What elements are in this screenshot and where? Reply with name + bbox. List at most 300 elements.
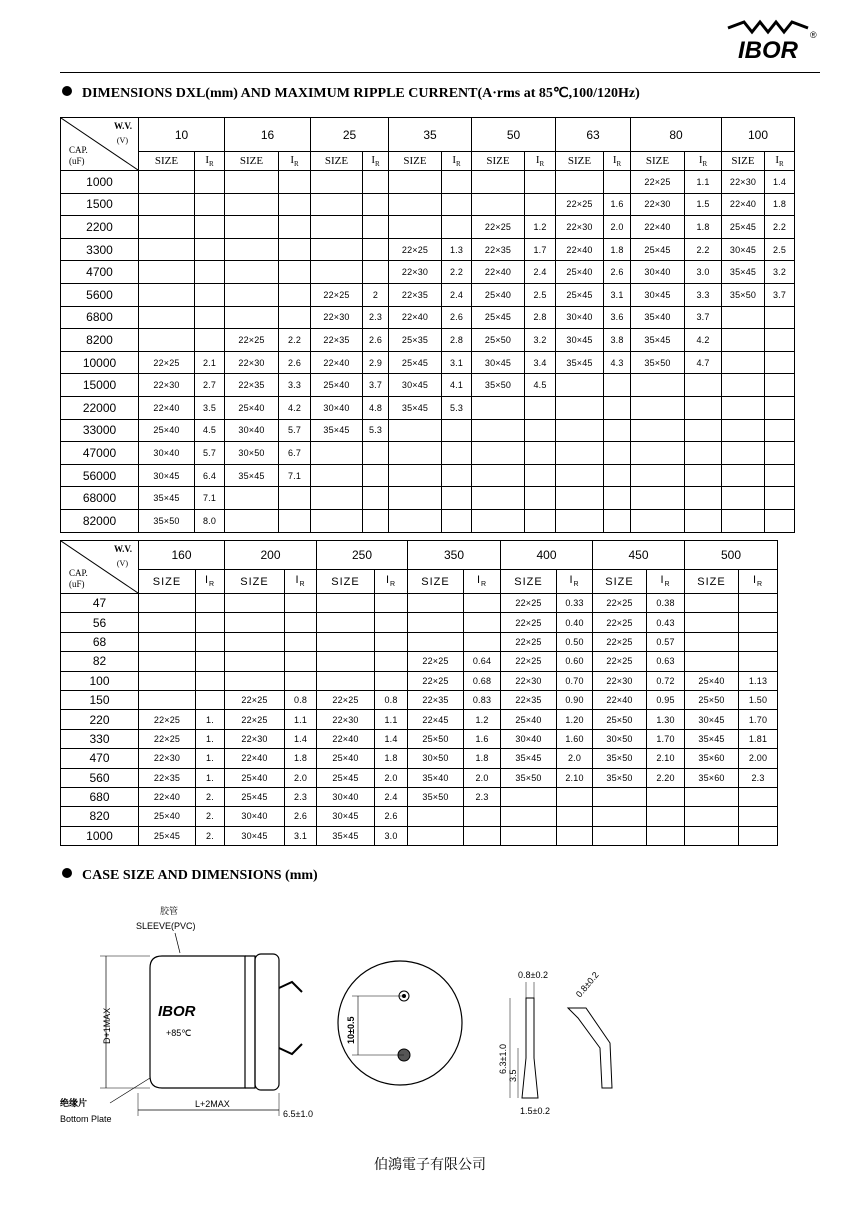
ripple-current-cell: 7.1 [279,464,311,487]
ripple-current-cell: 2.2 [442,261,472,284]
ripple-current-cell: 1.8 [285,749,317,768]
voltage-header: 350 [408,541,501,570]
size-cell: 22×30 [722,171,765,194]
size-cell [722,487,765,510]
size-cell [501,826,557,845]
size-cell [225,671,285,690]
size-cell: 35×60 [685,768,739,787]
ripple-current-cell: 2. [196,826,225,845]
capacitance-cell: 100 [61,671,139,690]
size-cell: 30×45 [631,283,685,306]
ripple-current-cell: 0.57 [647,632,685,651]
ripple-current-cell: 0.43 [647,613,685,632]
size-cell [472,464,525,487]
ripple-current-cell [739,594,778,613]
dim-lead: 6.5±1.0 [283,1109,313,1119]
size-header: SIZE [472,152,525,171]
case-dimension-drawing [40,898,640,1133]
size-cell [556,442,604,465]
ripple-current-cell: 2.0 [604,216,631,239]
size-cell: 22×25 [631,171,685,194]
size-cell: 35×50 [408,787,464,806]
ripple-current-cell [464,807,501,826]
capacitance-cell: 47000 [61,442,139,465]
size-cell: 35×50 [722,283,765,306]
ripple-current-cell [442,216,472,239]
size-cell: 22×40 [631,216,685,239]
table-row [61,351,795,374]
size-cell: 35×45 [501,749,557,768]
table-row [61,509,795,532]
size-cell [408,613,464,632]
ripple-current-cell [765,374,795,397]
table-row [61,768,778,787]
ripple-current-cell [442,442,472,465]
ripple-current-cell: 3.1 [604,283,631,306]
ripple-current-cell [739,632,778,651]
size-cell [139,193,195,216]
size-cell [593,787,647,806]
ripple-current-cell: 1. [196,729,225,748]
ripple-current-cell: 8.0 [195,509,225,532]
size-cell: 22×30 [389,261,442,284]
ripple-current-cell [195,216,225,239]
size-cell [389,216,442,239]
ripple-current-cell [765,306,795,329]
size-cell [631,396,685,419]
size-cell [472,193,525,216]
ripple-current-cell: 2.10 [557,768,593,787]
ripple-current-cell [363,216,389,239]
size-cell: 35×45 [317,826,375,845]
size-cell [472,171,525,194]
dim-pin-base: 1.5±0.2 [520,1106,550,1116]
ripple-current-cell: 5.7 [195,442,225,465]
size-cell: 35×50 [139,509,195,532]
ripple-current-cell: 2.2 [765,216,795,239]
ripple-current-cell: 2 [363,283,389,306]
ripple-current-cell [685,487,722,510]
size-cell [139,594,196,613]
table-row [61,632,778,651]
capacitance-cell: 82000 [61,509,139,532]
size-cell: 22×40 [139,787,196,806]
size-cell: 22×35 [225,374,279,397]
ripple-current-cell: 1.8 [685,216,722,239]
size-cell [685,632,739,651]
size-cell: 30×45 [722,238,765,261]
ripple-current-cell: 0.95 [647,690,685,709]
ripple-current-cell [765,396,795,419]
bullet-icon [62,86,72,96]
ripple-current-cell: 1.6 [604,193,631,216]
ripple-current-cell: 0.72 [647,671,685,690]
size-cell: 22×35 [408,690,464,709]
size-header: SIZE [225,570,285,594]
ripple-current-cell [765,509,795,532]
size-cell: 35×45 [225,464,279,487]
ripple-current-cell: 1. [196,710,225,729]
ripple-current-cell [195,306,225,329]
section2-title: CASE SIZE AND DIMENSIONS (mm) [82,868,318,883]
ripple-current-cell: 1.2 [464,710,501,729]
voltage-header: 10 [139,118,225,152]
size-cell [389,171,442,194]
ripple-current-cell: 1.8 [375,749,408,768]
voltage-header: 80 [631,118,722,152]
size-cell [389,464,442,487]
size-cell [685,807,739,826]
capacitance-cell: 56000 [61,464,139,487]
size-cell [593,807,647,826]
size-cell: 30×45 [139,464,195,487]
size-cell: 30×40 [139,442,195,465]
ripple-current-cell [765,419,795,442]
size-cell: 30×45 [556,329,604,352]
size-cell: 22×35 [311,329,363,352]
capacitance-cell: 6800 [61,306,139,329]
ripple-current-cell [604,509,631,532]
ripple-current-cell: 1. [196,768,225,787]
size-cell: 22×40 [317,729,375,748]
size-cell: 25×45 [139,826,196,845]
size-cell: 22×30 [501,671,557,690]
ripple-current-cell: 0.83 [464,690,501,709]
ripple-current-cell: 2.2 [685,238,722,261]
size-cell [139,613,196,632]
dim-pin-side: 0.8±0.2 [573,969,601,1000]
size-header: SIZE [556,152,604,171]
size-cell: 25×35 [389,329,442,352]
size-cell [685,652,739,671]
ripple-current-cell [525,442,556,465]
ripple-current-cell: 2.2 [279,329,311,352]
size-header: SIZE [139,152,195,171]
ir-header: $I_R$ [647,570,685,594]
size-header: SIZE [685,570,739,594]
ripple-current-cell [279,283,311,306]
size-cell: 22×40 [472,261,525,284]
ripple-current-cell [557,787,593,806]
ripple-current-cell: 6.4 [195,464,225,487]
ripple-current-cell: 3.2 [765,261,795,284]
capacitance-cell: 15000 [61,374,139,397]
size-cell [139,306,195,329]
brand-logo [718,18,818,66]
size-cell [722,306,765,329]
capacitance-cell: 470 [61,749,139,768]
ripple-current-cell: 6.7 [279,442,311,465]
size-cell: 22×25 [408,671,464,690]
capacitance-cell: 560 [61,768,139,787]
size-cell [225,613,285,632]
size-header: SIZE [317,570,375,594]
ripple-current-cell [195,283,225,306]
size-cell: 22×30 [556,216,604,239]
voltage-header: 450 [593,541,685,570]
size-cell: 22×30 [225,351,279,374]
ripple-current-cell [464,594,501,613]
size-cell [631,487,685,510]
ripple-current-cell: 2.9 [363,351,389,374]
ripple-current-cell: 1.50 [739,690,778,709]
ripple-current-cell: 1.1 [685,171,722,194]
ripple-current-cell: 1.4 [375,729,408,748]
size-cell: 30×50 [593,729,647,748]
ripple-current-cell: 1.70 [647,729,685,748]
ir-header: $I_R$ [279,152,311,171]
ripple-current-cell [604,464,631,487]
table-row [61,671,778,690]
ripple-current-cell: 3.6 [604,306,631,329]
size-cell [722,396,765,419]
ripple-current-cell [647,826,685,845]
size-cell [722,329,765,352]
size-cell: 25×40 [556,261,604,284]
ripple-current-cell: 2.7 [195,374,225,397]
size-cell: 35×45 [685,729,739,748]
size-cell: 35×45 [722,261,765,284]
size-cell [722,464,765,487]
ripple-current-cell: 2.5 [765,238,795,261]
section2-heading [62,868,318,884]
size-cell [311,193,363,216]
size-cell [317,594,375,613]
wv-label: W.V. [113,544,132,554]
size-cell [139,329,195,352]
size-cell: 22×25 [225,690,285,709]
ripple-current-cell [279,306,311,329]
size-cell: 25×40 [311,374,363,397]
ripple-current-cell [196,690,225,709]
table-row [61,826,778,845]
capacitance-cell: 82 [61,652,139,671]
dim-pin-len: 6.3±1.0 [498,1044,508,1074]
size-cell [311,509,363,532]
size-cell: 30×40 [501,729,557,748]
size-cell [225,306,279,329]
size-cell [139,632,196,651]
size-cell: 22×35 [472,238,525,261]
ripple-table-high-voltage [60,540,778,846]
cap-label: CAP. [69,145,88,155]
size-cell [311,216,363,239]
table-row [61,652,778,671]
ripple-current-cell [375,652,408,671]
subheader-row [61,152,795,171]
ripple-current-cell: 1.60 [557,729,593,748]
size-cell [556,464,604,487]
size-cell [317,652,375,671]
ripple-current-cell: 7.1 [195,487,225,510]
ripple-current-cell: 0.70 [557,671,593,690]
ripple-current-cell: 1.8 [604,238,631,261]
ripple-current-cell: 3.7 [765,283,795,306]
wv-label: W.V. [113,121,132,131]
size-cell [139,283,195,306]
size-cell [389,487,442,510]
ripple-current-cell: 4.5 [525,374,556,397]
ripple-current-cell: 1.4 [765,171,795,194]
size-cell: 25×45 [472,306,525,329]
voltage-header: 100 [722,118,795,152]
capacitance-cell: 47 [61,594,139,613]
size-cell [631,442,685,465]
table-row [61,419,795,442]
capacitance-cell: 1000 [61,171,139,194]
ripple-current-cell [739,807,778,826]
size-cell [225,171,279,194]
size-cell: 30×45 [225,826,285,845]
ripple-current-cell [685,396,722,419]
ripple-current-cell: 3.8 [604,329,631,352]
size-cell [722,351,765,374]
size-cell: 35×45 [311,419,363,442]
ripple-current-cell: 1.2 [525,216,556,239]
size-cell [472,509,525,532]
capacitance-cell: 3300 [61,238,139,261]
size-cell: 35×45 [139,487,195,510]
ir-header: $I_R$ [464,570,501,594]
ripple-current-cell: 2.5 [525,283,556,306]
table-row [61,787,778,806]
size-cell [389,193,442,216]
capacitance-cell: 8200 [61,329,139,352]
ripple-current-cell [285,613,317,632]
ir-header: $I_R$ [196,570,225,594]
table-row [61,594,778,613]
size-cell: 22×25 [593,652,647,671]
size-cell: 22×25 [225,710,285,729]
size-cell: 35×50 [472,374,525,397]
size-cell [311,487,363,510]
ripple-current-cell [442,464,472,487]
ripple-current-cell [285,594,317,613]
size-cell: 25×40 [501,710,557,729]
size-cell [317,613,375,632]
ripple-current-cell: 2.4 [375,787,408,806]
size-cell [593,826,647,845]
size-cell: 25×50 [408,729,464,748]
ripple-current-cell [739,652,778,671]
sleeve-label-cn: 胶管 [160,906,179,916]
size-cell: 22×40 [593,690,647,709]
ripple-current-cell [285,652,317,671]
header-rule [60,72,820,73]
voltage-header: 63 [556,118,631,152]
corner-cell [61,541,139,594]
size-cell: 25×45 [389,351,442,374]
bottom-plate-label-en: Bottom Plate [60,1114,112,1124]
size-cell: 22×25 [389,238,442,261]
size-cell [408,826,464,845]
size-cell: 30×45 [472,351,525,374]
size-cell: 25×50 [472,329,525,352]
ripple-current-cell [279,238,311,261]
ripple-current-cell: 2. [196,787,225,806]
ripple-current-cell: 1.7 [525,238,556,261]
size-cell: 35×50 [501,768,557,787]
ripple-current-cell [195,193,225,216]
size-cell: 30×45 [685,710,739,729]
ripple-current-cell: 3.3 [279,374,311,397]
size-cell: 25×50 [685,690,739,709]
table-row [61,193,795,216]
size-cell [139,652,196,671]
dim-pin-top: 0.8±0.2 [518,970,548,980]
ripple-current-cell [604,442,631,465]
ripple-current-cell [285,671,317,690]
voltage-header: 16 [225,118,311,152]
size-cell [685,787,739,806]
ripple-current-cell: 1.5 [685,193,722,216]
ripple-current-cell [525,487,556,510]
ripple-current-cell [525,464,556,487]
size-cell [311,171,363,194]
ripple-current-cell: 1.70 [739,710,778,729]
ripple-current-cell [464,632,501,651]
ripple-current-cell [196,613,225,632]
size-cell [139,690,196,709]
ripple-current-cell: 0.38 [647,594,685,613]
ripple-current-cell: 4.7 [685,351,722,374]
ripple-current-cell [279,509,311,532]
ripple-current-cell [685,509,722,532]
size-cell: 22×25 [408,652,464,671]
size-cell [408,632,464,651]
ripple-current-cell [525,509,556,532]
voltage-header: 500 [685,541,778,570]
size-cell [225,632,285,651]
ripple-current-cell: 2.6 [442,306,472,329]
ripple-current-cell [196,594,225,613]
size-cell: 25×40 [225,396,279,419]
size-cell: 22×25 [556,193,604,216]
ripple-current-cell [363,442,389,465]
ripple-current-cell [375,613,408,632]
size-cell: 22×30 [631,193,685,216]
ripple-current-cell [363,171,389,194]
size-cell [472,442,525,465]
ripple-current-cell: 0.8 [285,690,317,709]
size-cell [722,374,765,397]
size-cell: 35×60 [685,749,739,768]
size-cell [225,193,279,216]
size-header: SIZE [593,570,647,594]
ripple-current-cell [279,193,311,216]
size-cell [631,419,685,442]
ripple-current-cell: 4.5 [195,419,225,442]
ripple-current-cell [739,613,778,632]
size-cell: 35×45 [556,351,604,374]
ripple-current-cell [195,238,225,261]
ripple-current-cell [647,787,685,806]
ripple-current-cell: 1.1 [285,710,317,729]
size-cell: 25×50 [593,710,647,729]
table-row [61,807,778,826]
registered-mark: ® [810,30,817,40]
size-cell: 22×30 [225,729,285,748]
ripple-current-cell: 1.6 [464,729,501,748]
ripple-current-cell [685,464,722,487]
section1-heading [62,85,640,102]
ripple-current-cell [363,261,389,284]
table-row [61,749,778,768]
ripple-current-cell [604,374,631,397]
ripple-current-cell [765,487,795,510]
ripple-current-cell [195,261,225,284]
ripple-current-cell [375,671,408,690]
